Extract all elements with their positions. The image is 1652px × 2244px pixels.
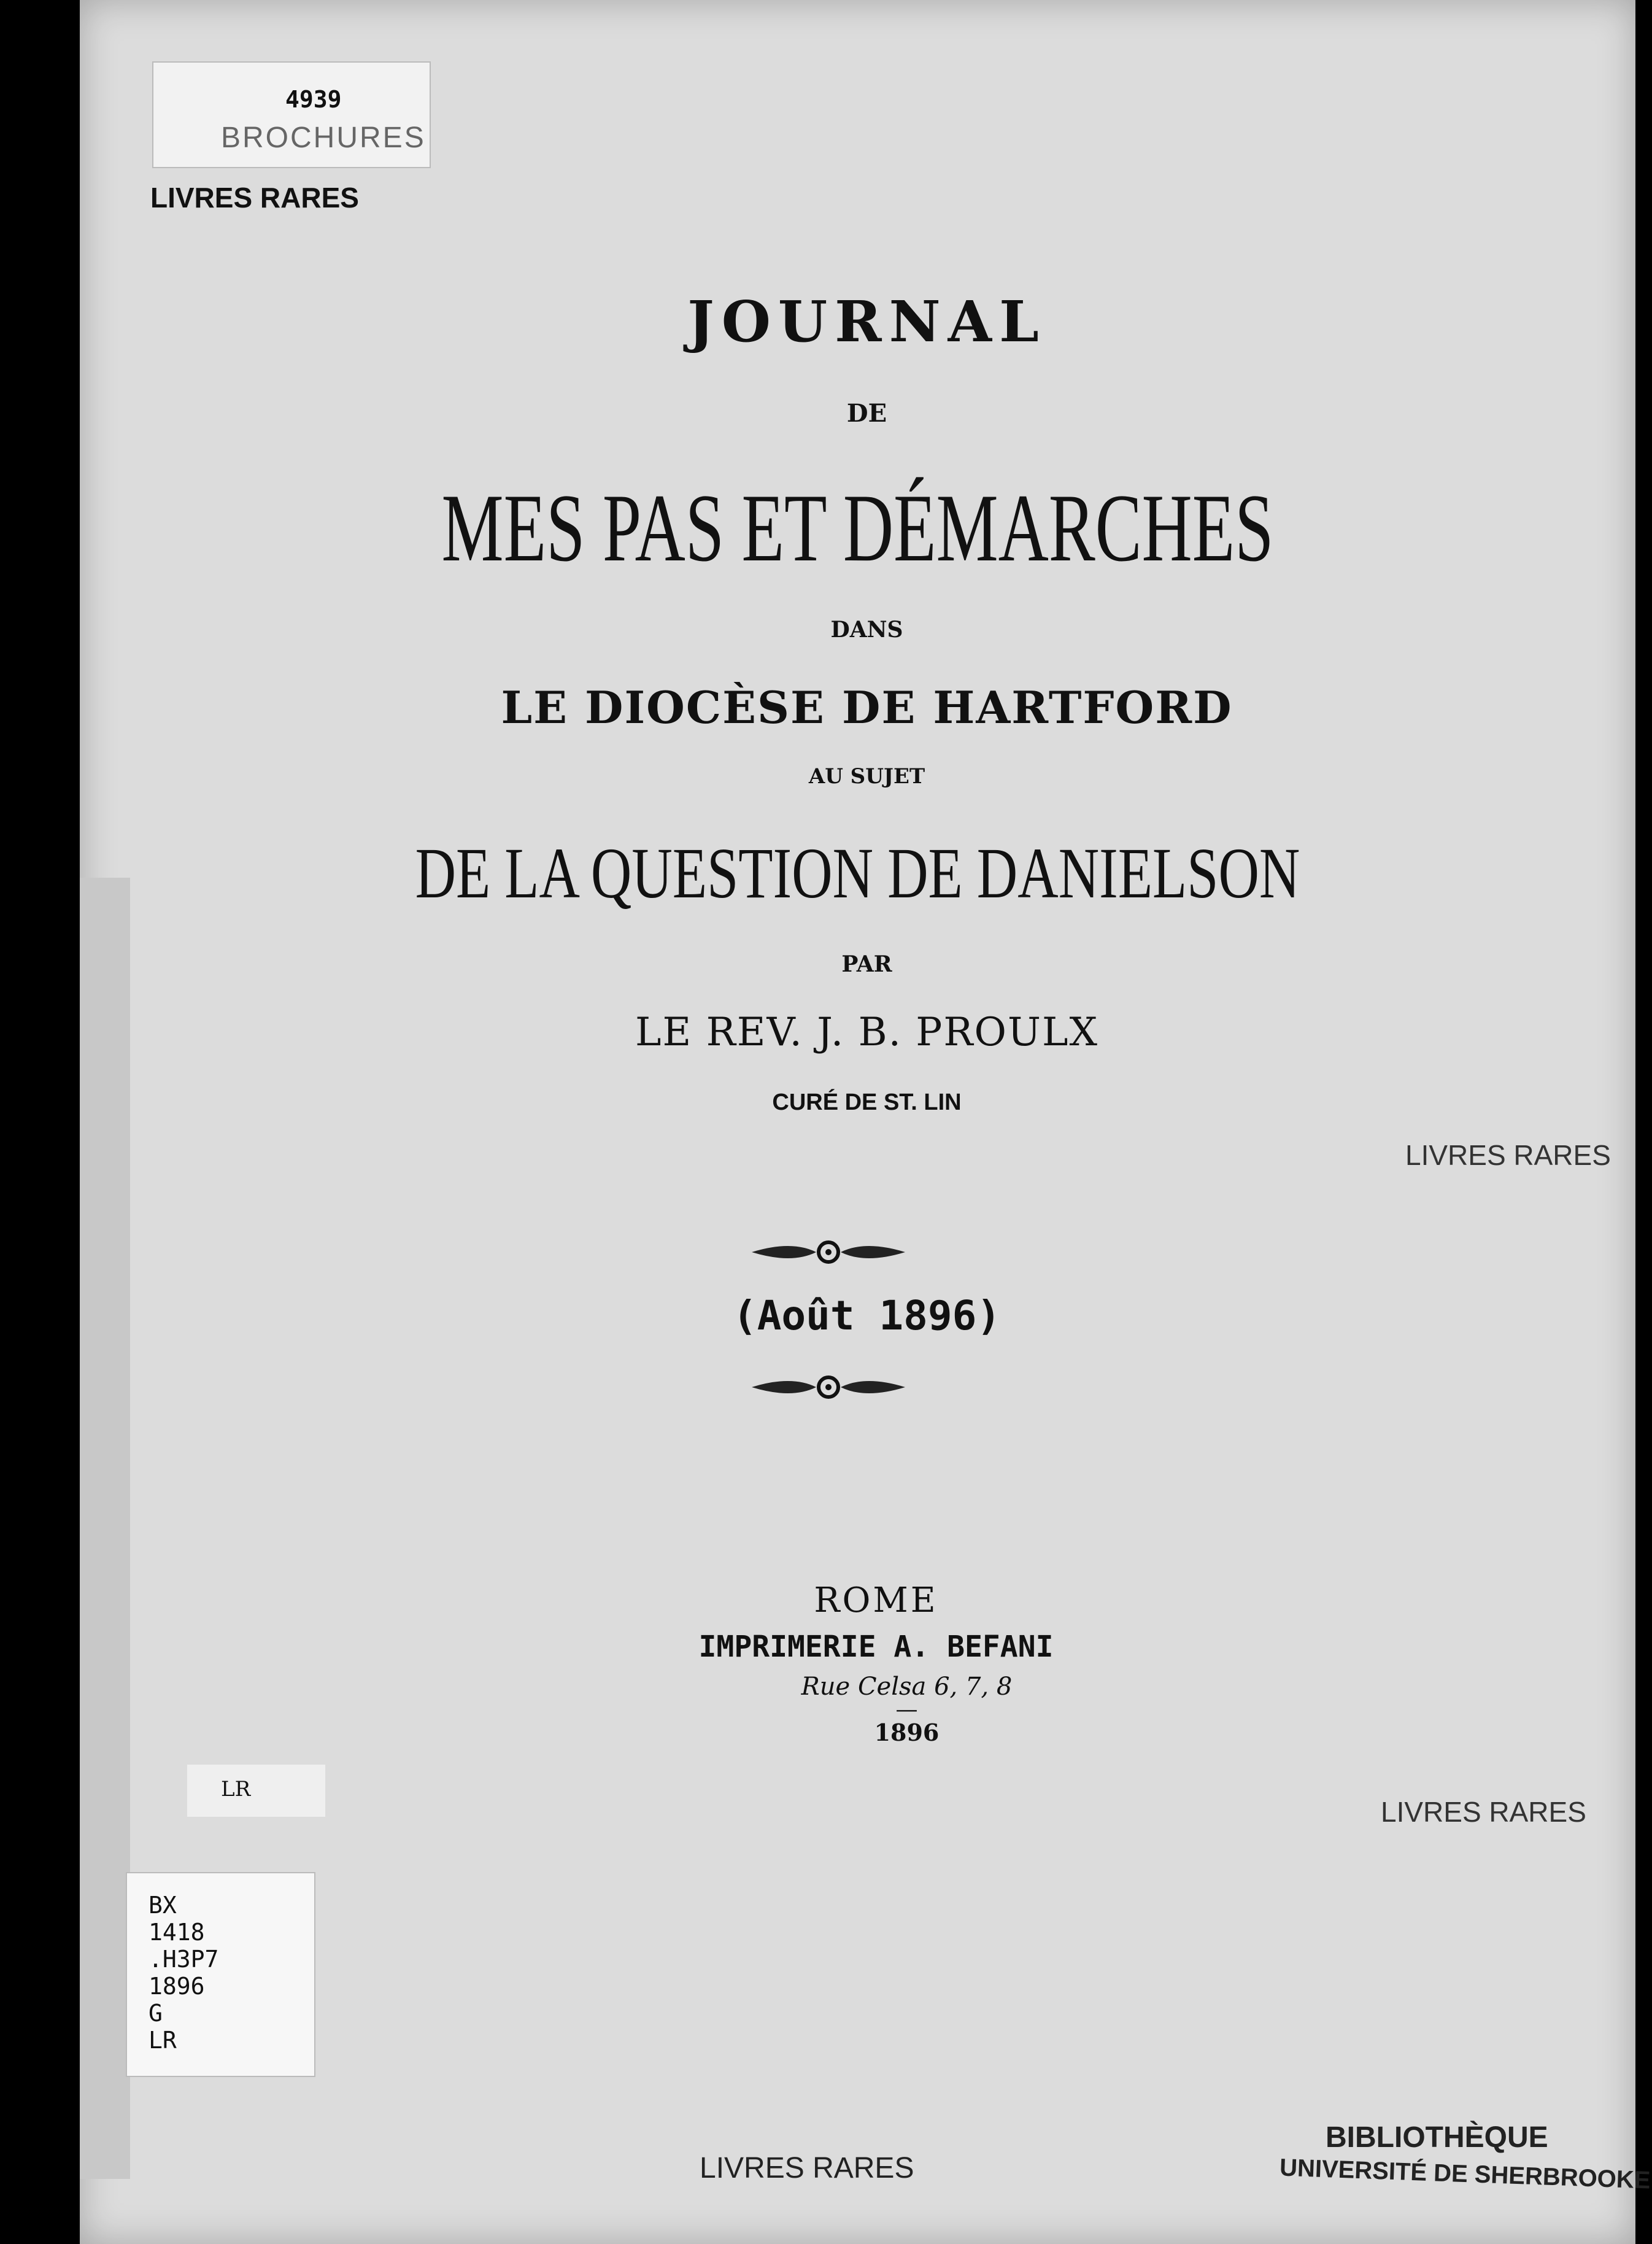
publication-date: (Août 1896): [732, 1292, 1002, 1339]
call-number-line: LR: [149, 2027, 177, 2054]
title-de: DE: [846, 399, 887, 428]
library-stamp-line1: BIBLIOTHÈQUE: [1326, 2121, 1548, 2154]
title-diocese: LE DIOCÈSE DE HARTFORD: [501, 681, 1233, 733]
author-title: CURÉ DE ST. LIN: [772, 1089, 962, 1115]
call-number-line: G: [149, 2000, 163, 2027]
title-main: MES PAS ET DÉMARCHES: [441, 474, 1274, 582]
brochures-stamp: BROCHURES: [221, 122, 426, 154]
title-au-sujet: AU SUJET: [808, 764, 925, 789]
call-number-line: 1896: [149, 1973, 205, 2000]
call-number-line: .H3P7: [149, 1946, 219, 1973]
ornament-top: [749, 1234, 908, 1271]
imprint-dash: —: [895, 1697, 918, 1722]
title-par: PAR: [841, 951, 892, 977]
catalog-number: 4939: [285, 86, 342, 113]
livres-rares-stamp-bottom: LIVRES RARES: [700, 2152, 914, 2184]
livres-rares-stamp-lower: LIVRES RARES: [1381, 1796, 1586, 1828]
lr-tag-text: LR: [221, 1777, 251, 1801]
imprint-address: Rue Celsa 6, 7, 8: [801, 1673, 1013, 1701]
ornament-bottom: [749, 1369, 908, 1406]
livres-rares-top-stamp: LIVRES RARES: [150, 182, 359, 214]
catalog-label: [152, 61, 431, 168]
call-number-lines: [149, 1892, 218, 2054]
lr-tag: [187, 1765, 325, 1817]
imprint-year: 1896: [874, 1719, 940, 1746]
author-name: LE REV. J. B. PROULX: [635, 1010, 1098, 1055]
title-journal: JOURNAL: [687, 288, 1046, 355]
document-page: [80, 0, 1651, 2244]
call-number-line: 1418: [149, 1919, 205, 1946]
title-question: DE LA QUESTION DE DANIELSON: [415, 833, 1300, 913]
call-number-label: [126, 1872, 315, 2077]
imprint-city: ROME: [814, 1580, 938, 1620]
imprint-printer: IMPRIMERIE A. BEFANI: [698, 1630, 1054, 1664]
call-number-line: BX: [149, 1892, 177, 1919]
library-stamp-line2: UNIVERSITÉ DE SHERBROOKE: [1279, 2154, 1651, 2194]
title-dans: DANS: [830, 617, 903, 643]
spine-shadow: [80, 878, 130, 2179]
livres-rares-stamp-right: LIVRES RARES: [1405, 1139, 1611, 1171]
